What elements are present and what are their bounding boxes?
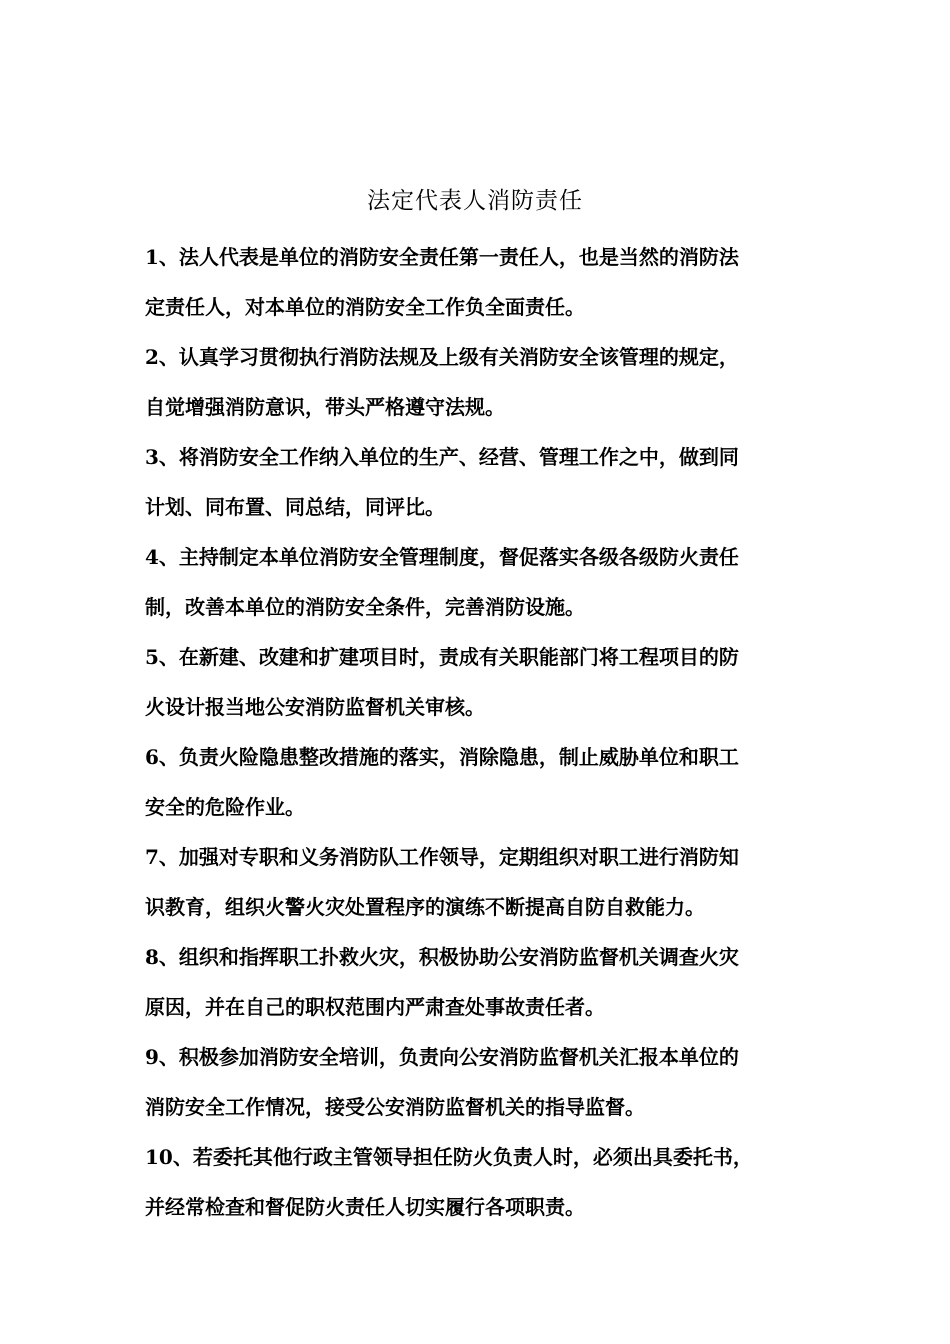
item-line: 自觉增强消防意识，带头严格遵守法规。 — [145, 395, 505, 419]
item-line: 定责任人，对本单位的消防安全工作负全面责任。 — [145, 295, 585, 319]
list-item — [145, 232, 821, 332]
item-line: 10、若委托其他行政主管领导担任防火负责人时，必须出具委托书， — [145, 1145, 753, 1169]
list-item — [145, 732, 821, 832]
item-line: 6、负责火险隐患整改措施的落实，消除隐患，制止威胁单位和职工 — [145, 745, 739, 769]
list-item — [145, 632, 821, 732]
item-line: 8、组织和指挥职工扑救火灾，积极协助公安消防监督机关调查火灾 — [145, 945, 739, 969]
item-line: 火设计报当地公安消防监督机关审核。 — [145, 695, 485, 719]
list-item — [145, 1032, 821, 1132]
item-line: 9、积极参加消防安全培训，负责向公安消防监督机关汇报本单位的 — [145, 1045, 739, 1069]
item-line: 5、在新建、改建和扩建项目时，责成有关职能部门将工程项目的防 — [145, 645, 739, 669]
item-line: 2、认真学习贯彻执行消防法规及上级有关消防安全该管理的规定， — [145, 345, 739, 369]
item-line: 安全的危险作业。 — [145, 795, 305, 819]
item-line: 制，改善本单位的消防安全条件，完善消防设施。 — [145, 595, 585, 619]
item-line: 识教育，组织火警火灾处置程序的演练不断提高自防自救能力。 — [145, 895, 705, 919]
item-line: 7、加强对专职和义务消防队工作领导，定期组织对职工进行消防知 — [145, 845, 739, 869]
item-line: 计划、同布置、同总结，同评比。 — [145, 495, 445, 519]
list-item — [145, 832, 821, 932]
list-item — [145, 1132, 821, 1232]
list-item — [145, 932, 821, 1032]
item-line: 1、法人代表是单位的消防安全责任第一责任人，也是当然的消防法 — [145, 245, 739, 269]
list-item — [145, 532, 821, 632]
item-line: 3、将消防安全工作纳入单位的生产、经营、管理工作之中，做到同 — [145, 445, 739, 469]
list-item — [145, 432, 821, 532]
item-line: 原因，并在自己的职权范围内严肃查处事故责任者。 — [145, 995, 605, 1019]
document-title: 法定代表人消防责任 — [367, 188, 583, 214]
list-item — [145, 332, 821, 432]
item-line: 消防安全工作情况，接受公安消防监督机关的指导监督。 — [145, 1095, 645, 1119]
item-line: 并经常检查和督促防火责任人切实履行各项职责。 — [145, 1195, 585, 1219]
item-line: 4、主持制定本单位消防安全管理制度，督促落实各级各级防火责任 — [145, 545, 739, 569]
responsibility-list — [145, 232, 821, 1232]
